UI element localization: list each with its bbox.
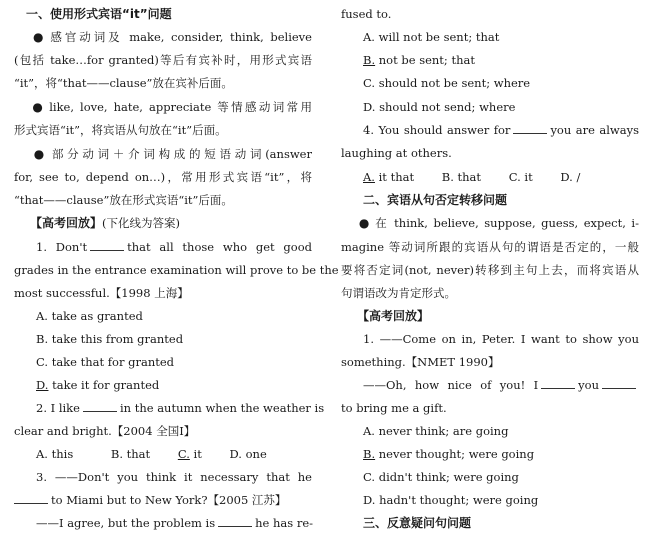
bullet4-line4: 句谓语改为肯定形式。 [341,286,456,300]
q1-line1: 1. Don't that all those who get good [36,240,312,254]
bullet1-line2: (包括 take…for granted)等后有宾补时，用形式宾语 [14,53,312,67]
q5-option-d: D. hadn't thought; were going [363,493,539,507]
bullet-icon: ● [30,100,46,114]
q4-line1: 4. You should answer for you are always [363,123,639,137]
q3-line4: fused to. [341,7,392,21]
q3-option-b-answer: B. not be sent; that [363,53,475,67]
q3-line2: to Miami but to New York?【2005 江苏】 [14,489,286,512]
q1-option-d-answer: D. take it for granted [36,378,160,392]
bullet3-line3: “that——clause”放在形式宾语“it”后面。 [14,193,233,207]
q3-option-a: A. will not be sent; that [363,30,500,44]
section-title-formal-object-it: 一、使用形式宾语“it”问题 [26,7,172,21]
bullet4-line1: ● 在 think, believe, suppose, guess, expect, i- [357,216,639,230]
bullet1-line3: “it”，将“that——clause”放在宾补后面。 [14,76,233,90]
q1-option-b: B. take this from granted [36,332,184,346]
q5-line3: ——Oh, how nice of you! I you [341,374,639,397]
q4-line2: laughing at others. [341,146,452,160]
q4-options: A. it that B. that C. it D. / [363,170,581,184]
q5-option-a: A. never think; are going [363,424,509,438]
bullet-icon: ● [30,30,47,44]
review-heading: 【高考回放】(下化线为答案) [30,216,180,230]
q1-option-a: A. take as granted [36,309,143,323]
bullet3-line1: ● 部分动词＋介词构成的短语动词(answer [30,147,312,161]
q2-line1: 2. I like in the autumn when the weather is [36,401,325,415]
answer-blank [218,515,252,527]
bullet3-line2: for, see to, depend on…)，常用形式宾语“it”，将 [14,170,312,184]
review-heading-2: 【高考回放】 [357,309,430,323]
q5-option-c: C. didn't think; were going [363,470,519,484]
bullet4-line2: magine 等动词所跟的宾语从句的谓语是否定的，一般 [341,240,639,254]
bullet4-line3: 要将否定词(not, never)转移到主句上去，而将宾语从 [341,263,639,277]
q3-line3: ——I agree, but the problem is he has re- [36,516,314,530]
q2-options: A. this B. that C. it D. one [36,447,267,461]
bullet-icon: ● [30,147,48,161]
section-title-tag-questions: 三、反意疑问句问题 [363,516,472,530]
answer-blank [90,239,124,251]
q5-option-b-answer: B. never thought; were going [363,447,535,461]
q3-option-d: D. should not send; where [363,100,516,114]
q5-line1: 1. ——Come on in, Peter. I want to show you [363,332,639,346]
bullet2-line2: 形式宾语“it”，将宾语从句放在“it”后面。 [14,123,227,137]
answer-blank [513,122,547,134]
q3-option-c: C. should not be sent; where [363,76,531,90]
q1-option-c: C. take that for granted [36,355,175,369]
q1-line3: most successful.【1998 上海】 [14,286,189,300]
q5-line4: to bring me a gift. [341,401,447,415]
q1-line2: grades in the entrance examination will prove to be the [14,263,339,277]
answer-blank [83,400,117,412]
bullet1-line1: ● 感官动词及 make, consider, think, believe [30,30,312,44]
section-title-negative-transfer: 二、宾语从句否定转移问题 [363,193,508,207]
q5-line2: something.【NMET 1990】 [341,355,500,369]
q3-line1: 3. ——Don't you think it necessary that he [36,470,312,484]
answer-blank [602,377,636,389]
bullet-icon: ● [357,216,372,230]
q2-line2: clear and bright.【2004 全国Ⅰ】 [14,424,196,438]
bullet2-line1: ● like, love, hate, appreciate 等情感动词常用 [30,100,312,114]
answer-blank [14,492,48,504]
answer-blank [541,377,575,389]
